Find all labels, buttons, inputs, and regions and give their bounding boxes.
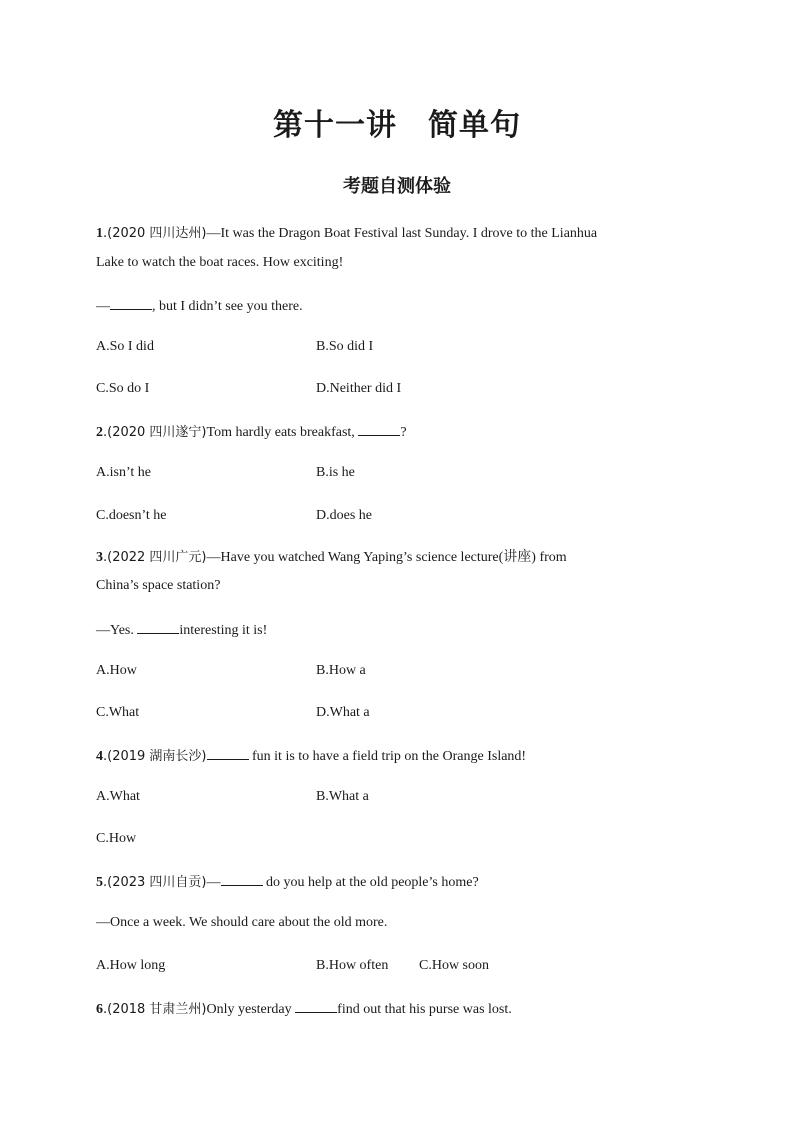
option-c[interactable]: C.How: [96, 831, 137, 846]
option-b[interactable]: B.is he: [316, 465, 355, 480]
question-text-end: find out that his purse was lost.: [337, 1002, 512, 1017]
option-b[interactable]: B.So did I: [316, 339, 374, 354]
question-source: .(2022 四川广元): [103, 550, 207, 565]
option-a[interactable]: A.How: [96, 663, 137, 678]
answer-blank[interactable]: [358, 421, 400, 436]
question-2-stem: [96, 421, 407, 443]
question-text: fun it is to have a field trip on the Orange Island!: [248, 749, 527, 764]
answer-blank[interactable]: [137, 619, 179, 634]
option-c[interactable]: C.What: [96, 705, 140, 720]
option-c[interactable]: C.So do I: [96, 381, 150, 396]
reply-text: interesting it is!: [179, 623, 268, 638]
answer-blank[interactable]: [221, 871, 263, 886]
question-3-reply: [96, 619, 267, 641]
question-4-stem: [96, 745, 526, 767]
question-source: .(2020 四川遂宁): [103, 425, 207, 440]
question-source: .(2019 湖南长沙): [103, 749, 207, 764]
question-text: Tom hardly eats breakfast,: [206, 425, 359, 440]
question-1-stem-cont: Lake to watch the boat races. How exciting!: [96, 255, 344, 270]
question-number: 1: [96, 226, 103, 241]
option-a[interactable]: A.What: [96, 789, 140, 804]
question-text-end: ?: [400, 425, 407, 440]
option-d[interactable]: D.What a: [316, 705, 370, 720]
question-number: 6: [96, 1002, 103, 1017]
question-4-options-row1: [96, 787, 369, 807]
option-b[interactable]: B.How often: [316, 958, 389, 973]
option-b[interactable]: B.How a: [316, 663, 366, 678]
question-4-options-row2: [96, 829, 136, 849]
option-a[interactable]: A.How long: [96, 958, 166, 973]
question-6-stem: [96, 998, 512, 1020]
question-1-stem: [96, 224, 597, 244]
question-1-options-row2: [96, 379, 402, 399]
option-d[interactable]: D.Neither did I: [316, 381, 402, 396]
question-5-options: [96, 956, 490, 976]
option-b[interactable]: B.What a: [316, 789, 369, 804]
question-text: —Have you watched Wang Yaping’s science lecture(讲座) from: [206, 550, 567, 565]
question-number: 3: [96, 550, 103, 565]
question-number: 5: [96, 875, 103, 890]
question-5-reply: —Once a week. We should care about the old more.: [96, 915, 388, 930]
option-a[interactable]: A.isn’t he: [96, 465, 151, 480]
question-text: —It was the Dragon Boat Festival last Sunday. I drove to the Lianhua: [206, 226, 598, 241]
option-c[interactable]: C.How soon: [419, 958, 490, 973]
question-source: .(2020 四川达州): [103, 226, 207, 241]
question-3-stem: [96, 548, 567, 568]
question-number: 4: [96, 749, 103, 764]
question-1-options-row1: [96, 337, 374, 357]
option-c[interactable]: C.doesn’t he: [96, 508, 167, 523]
section-subtitle: 考题自测体验: [343, 176, 451, 197]
question-source: .(2023 四川自贡): [103, 875, 207, 890]
reply-text: , but I didn’t see you there.: [152, 299, 303, 314]
option-a[interactable]: A.So I did: [96, 339, 154, 354]
question-5-stem: [96, 871, 479, 893]
question-dash: —: [206, 875, 221, 890]
question-3-options-row2: [96, 703, 370, 723]
answer-blank[interactable]: [207, 745, 249, 760]
reply-prefix: —Yes.: [96, 623, 138, 638]
question-3-stem-cont: China’s space station?: [96, 578, 221, 593]
question-text: do you help at the old people’s home?: [262, 875, 479, 890]
question-source: .(2018 甘肃兰州): [103, 1002, 207, 1017]
question-text: Only yesterday: [206, 1002, 296, 1017]
question-2-options-row2: [96, 506, 372, 526]
option-d[interactable]: D.does he: [316, 508, 372, 523]
question-number: 2: [96, 425, 103, 440]
question-2-options-row1: [96, 463, 355, 483]
question-1-reply: [96, 295, 303, 317]
answer-blank[interactable]: [295, 998, 337, 1013]
question-3-options-row1: [96, 661, 366, 681]
answer-blank[interactable]: [110, 295, 152, 310]
page-title: 第十一讲 简单句: [273, 108, 521, 143]
reply-prefix: —: [96, 299, 110, 314]
